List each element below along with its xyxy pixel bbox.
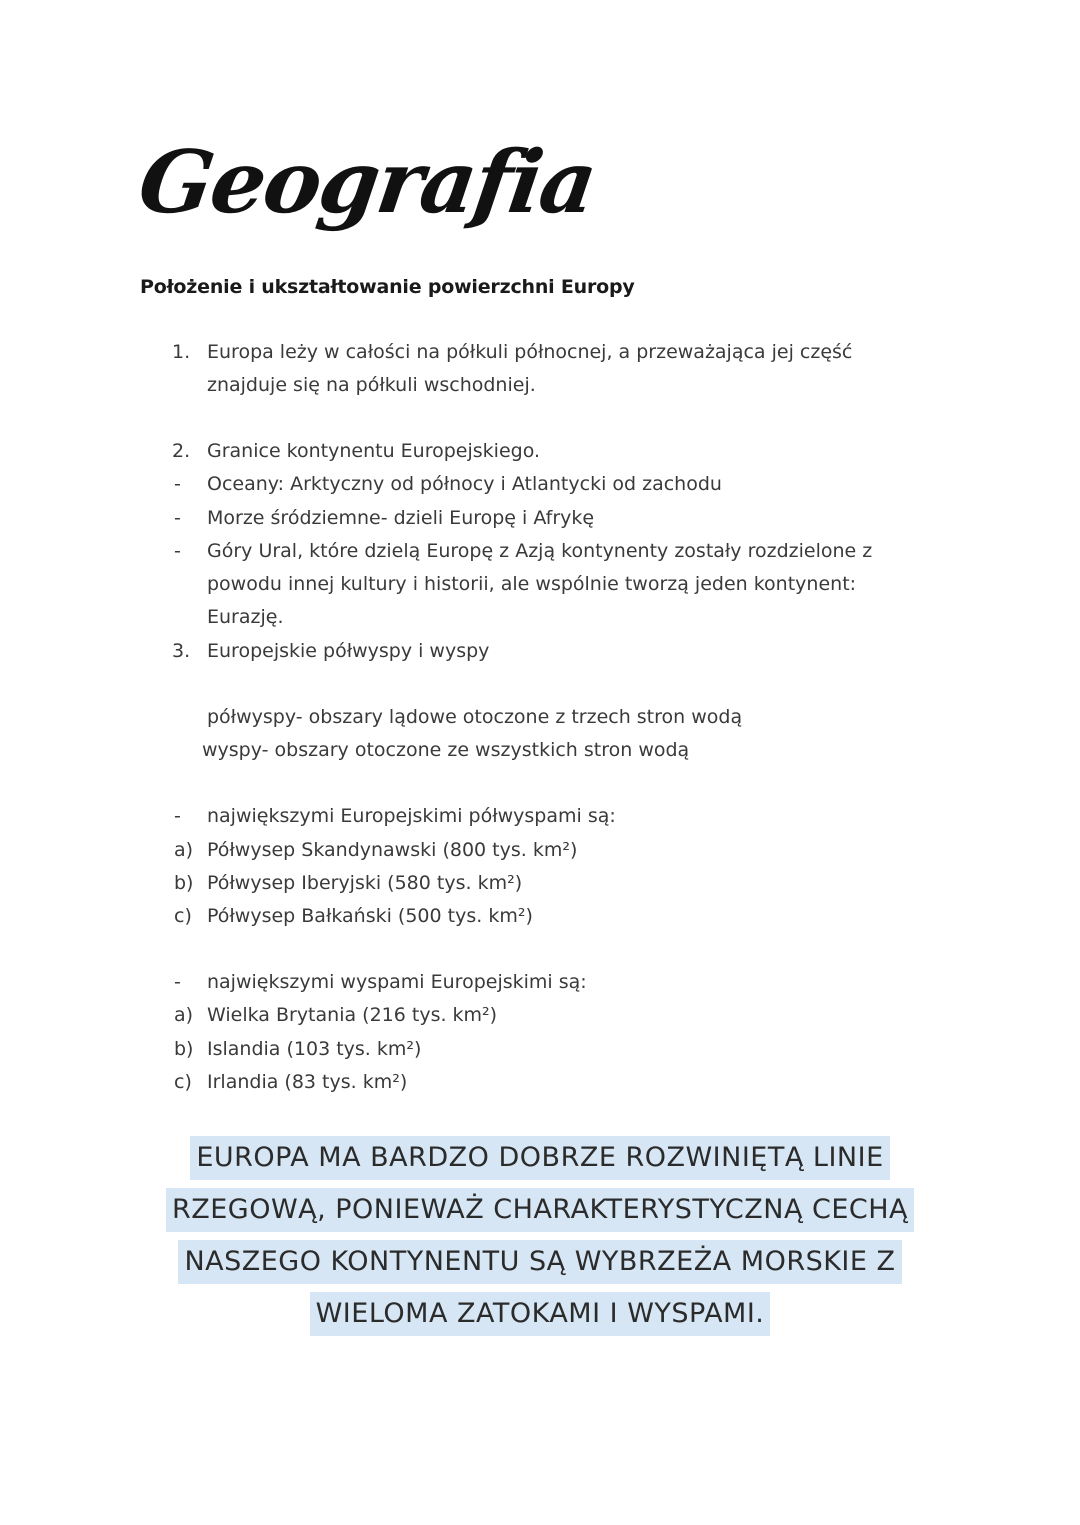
- list-item-marker: c): [174, 905, 192, 927]
- list-item: Góry Ural, które dzielą Europę z Azją kontynenty zostały rozdzielone z: [207, 540, 873, 562]
- page-title: Geografia: [132, 132, 602, 233]
- list-item: Morze śródziemne- dzieli Europę i Afrykę: [207, 507, 595, 529]
- page-subtitle: Położenie i ukształtowanie powierzchni Europy: [140, 276, 635, 298]
- highlight-line: RZEGOWĄ, PONIEWAŻ CHARAKTERYSTYCZNĄ CECHĄ: [166, 1188, 914, 1232]
- section-3-heading: Europejskie półwyspy i wyspy: [207, 640, 490, 662]
- list-item-marker: c): [174, 1071, 192, 1093]
- list-item: Półwysep Iberyjski (580 tys. km²): [207, 872, 523, 894]
- list-item-marker: -: [174, 971, 181, 993]
- list-item-marker: -: [174, 473, 181, 495]
- section-1-line-2: znajduje się na półkuli wschodniej.: [207, 374, 536, 396]
- highlight-line: NASZEGO KONTYNENTU SĄ WYBRZEŻA MORSKIE Z: [178, 1240, 901, 1284]
- list-item-marker: b): [174, 1038, 194, 1060]
- list-item: Wielka Brytania (216 tys. km²): [207, 1004, 498, 1026]
- list-item-marker: a): [174, 1004, 194, 1026]
- list-item: Półwysep Skandynawski (800 tys. km²): [207, 839, 578, 861]
- highlighted-summary: [150, 1132, 930, 1340]
- peninsulas-heading: największymi Europejskimi półwyspami są:: [207, 805, 616, 827]
- definition-island: wyspy- obszary otoczone ze wszystkich stron wodą: [202, 739, 690, 761]
- list-item-continuation: Eurazję.: [207, 606, 284, 628]
- list-item: Islandia (103 tys. km²): [207, 1038, 422, 1060]
- list-item-continuation: powodu innej kultury i historii, ale wspólnie tworzą jeden kontynent:: [207, 573, 857, 595]
- section-1-line-1: Europa leży w całości na półkuli północnej, a przeważająca jej część: [207, 341, 853, 363]
- list-item-marker: -: [174, 507, 181, 529]
- highlight-line: WIELOMA ZATOKAMI I WYSPAMI.: [310, 1292, 771, 1336]
- list-item-marker: -: [174, 805, 181, 827]
- list-item-marker: -: [174, 540, 181, 562]
- list-item: Irlandia (83 tys. km²): [207, 1071, 408, 1093]
- section-3-marker: 3.: [172, 640, 191, 662]
- definition-peninsula: półwyspy- obszary lądowe otoczone z trzech stron wodą: [207, 706, 743, 728]
- islands-heading: największymi wyspami Europejskimi są:: [207, 971, 587, 993]
- list-item-marker: b): [174, 872, 194, 894]
- section-2-heading: Granice kontynentu Europejskiego.: [207, 440, 541, 462]
- list-item-marker: a): [174, 839, 194, 861]
- section-2-marker: 2.: [172, 440, 191, 462]
- list-item: Półwysep Bałkański (500 tys. km²): [207, 905, 533, 927]
- section-1-marker: 1.: [172, 341, 191, 363]
- highlight-line: EUROPA MA BARDZO DOBRZE ROZWINIĘTĄ LINIE: [190, 1136, 889, 1180]
- list-item: Oceany: Arktyczny od północy i Atlantycki od zachodu: [207, 473, 722, 495]
